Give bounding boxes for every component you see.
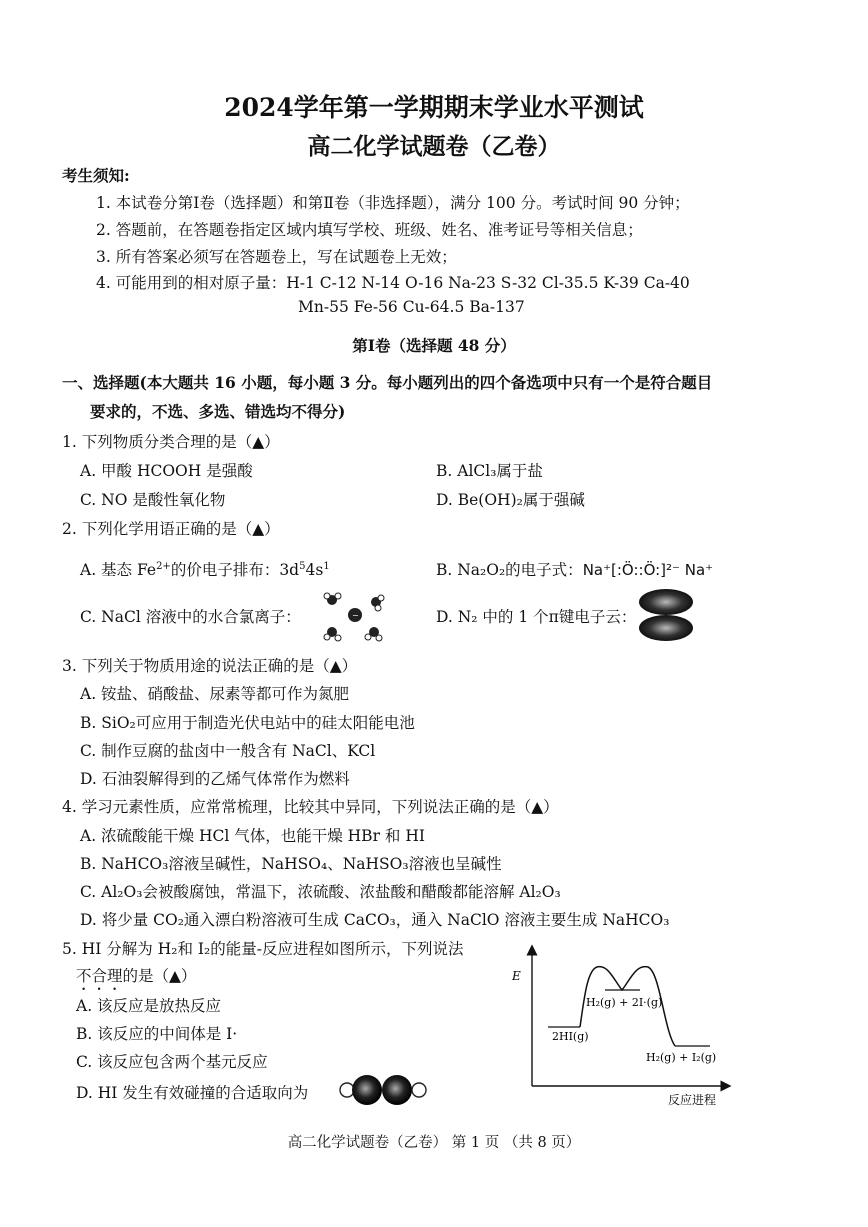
q4-option-d: D. 将少量 CO₂通入漂白粉溶液可生成 CaCO₃，通入 NaClO 溶液主要生成 NaHCO₃ [80, 911, 670, 929]
q3-option-a: A. 铵盐、硝酸盐、尿素等都可作为氮肥 [80, 685, 350, 703]
q1-option-c: C. NO 是酸性氧化物 [80, 491, 226, 509]
intermediate-label: H₂(g) + 2I·(g) [586, 996, 663, 1009]
pi-bond-electron-cloud-diagram [636, 586, 696, 644]
emphasis-not-reasonable: 不合理 [76, 967, 123, 985]
hydrated-chloride-ion-diagram [318, 586, 392, 644]
q5-option-b: B. 该反应的中间体是 I· [76, 1025, 238, 1043]
q1-option-d: D. Be(OH)₂属于强碱 [436, 491, 585, 509]
notice-item-1: 1. 本试卷分第Ⅰ卷（选择题）和第Ⅱ卷（非选择题），满分 100 分。考试时间 90 分钟； [96, 194, 690, 212]
q2-option-c: C. NaCl 溶液中的水合氯离子： [80, 608, 301, 626]
q3-option-b: B. SiO₂可应用于制造光伏电站中的硅太阳能电池 [80, 714, 415, 732]
section-instructions-1: 一、选择题(本大题共 16 小题，每小题 3 分。每小题列出的四个备选项中只有一个是符合题目 [62, 373, 713, 392]
notice-item-3: 3. 所有答案必须写在答题卷上，写在试题卷上无效； [96, 248, 457, 266]
q1-option-b: B. AlCl₃属于盐 [436, 462, 543, 480]
section-instructions-2: 要求的，不选、多选、错选均不得分) [90, 402, 346, 421]
q5-stem-line2: 不合理的是（▲） [76, 967, 197, 985]
energy-reaction-diagram [500, 940, 740, 1112]
q5-option-d: D. HI 发生有效碰撞的合适取向为 [76, 1084, 309, 1102]
reactant-label: 2HI(g) [552, 1030, 589, 1043]
q4-option-b: B. NaHCO₃溶液呈碱性，NaHSO₄、NaHSO₃溶液也呈碱性 [80, 855, 502, 873]
q5-option-c: C. 该反应包含两个基元反应 [76, 1053, 268, 1071]
q2-option-a: A. 基态 $Fe^{2+}$的价电子排布：$3d^54s^1$ [80, 560, 330, 579]
q1-option-a: A. 甲酸 HCOOH 是强酸 [80, 462, 253, 480]
notice-item-4-cont: Mn-55 Fe-56 Cu-64.5 Ba-137 [298, 298, 525, 316]
q4-stem: 4. 学习元素性质，应常常梳理，比较其中异同，下列说法正确的是（▲） [62, 798, 559, 816]
section-title: 第Ⅰ卷（选择题 48 分） [352, 336, 516, 355]
notice-item-2: 2. 答题前，在答题卷指定区域内填写学校、班级、姓名、准考证号等相关信息； [96, 221, 643, 239]
hi-collision-orientation-diagram [336, 1071, 430, 1109]
svg-text:−: − [352, 611, 359, 620]
q1-stem: 1. 下列物质分类合理的是（▲） [62, 433, 280, 451]
exam-title: 2024学年第一学期期末学业水平测试 [224, 93, 644, 122]
page-footer: 高二化学试题卷（乙卷） 第 1 页 （共 8 页） [287, 1135, 581, 1151]
notice-heading: 考生须知: [62, 166, 130, 185]
q3-option-c: C. 制作豆腐的盐卤中一般含有 NaCl、KCl [80, 742, 376, 760]
q5-option-a: A. 该反应是放热反应 [76, 997, 222, 1015]
x-axis-label: 反应进程 [668, 1093, 717, 1107]
q4-option-c: C. Al₂O₃会被酸腐蚀，常温下，浓硫酸、浓盐酸和醋酸都能溶解 Al₂O₃ [80, 883, 561, 901]
q4-option-a: A. 浓硫酸能干燥 HCl 气体，也能干燥 HBr 和 HI [80, 827, 425, 845]
q2-option-d: D. N₂ 中的 1 个π键电子云： [436, 608, 637, 626]
q2-stem: 2. 下列化学用语正确的是（▲） [62, 520, 280, 538]
exam-subtitle: 高二化学试题卷（乙卷） [307, 133, 561, 160]
notice-item-4: 4. 可能用到的相对原子量：H-1 C-12 N-14 O-16 Na-23 S-32 Cl-35.5 K-39 Ca-40 [96, 274, 690, 292]
q3-stem: 3. 下列关于物质用途的说法正确的是（▲） [62, 657, 358, 675]
y-axis-label: E [512, 969, 521, 983]
electron-formula: Na⁺[:Ö::Ö:]²⁻ Na⁺ [582, 561, 714, 579]
product-label: H₂(g) + I₂(g) [646, 1051, 717, 1064]
q2-option-b: B. Na₂O₂的电子式：Na⁺[:Ö::Ö:]²⁻ Na⁺ [436, 561, 714, 579]
q3-option-d: D. 石油裂解得到的乙烯气体常作为燃料 [80, 770, 350, 788]
q5-stem: 5. HI 分解为 H₂和 I₂的能量-反应进程如图所示，下列说法 [62, 940, 464, 958]
